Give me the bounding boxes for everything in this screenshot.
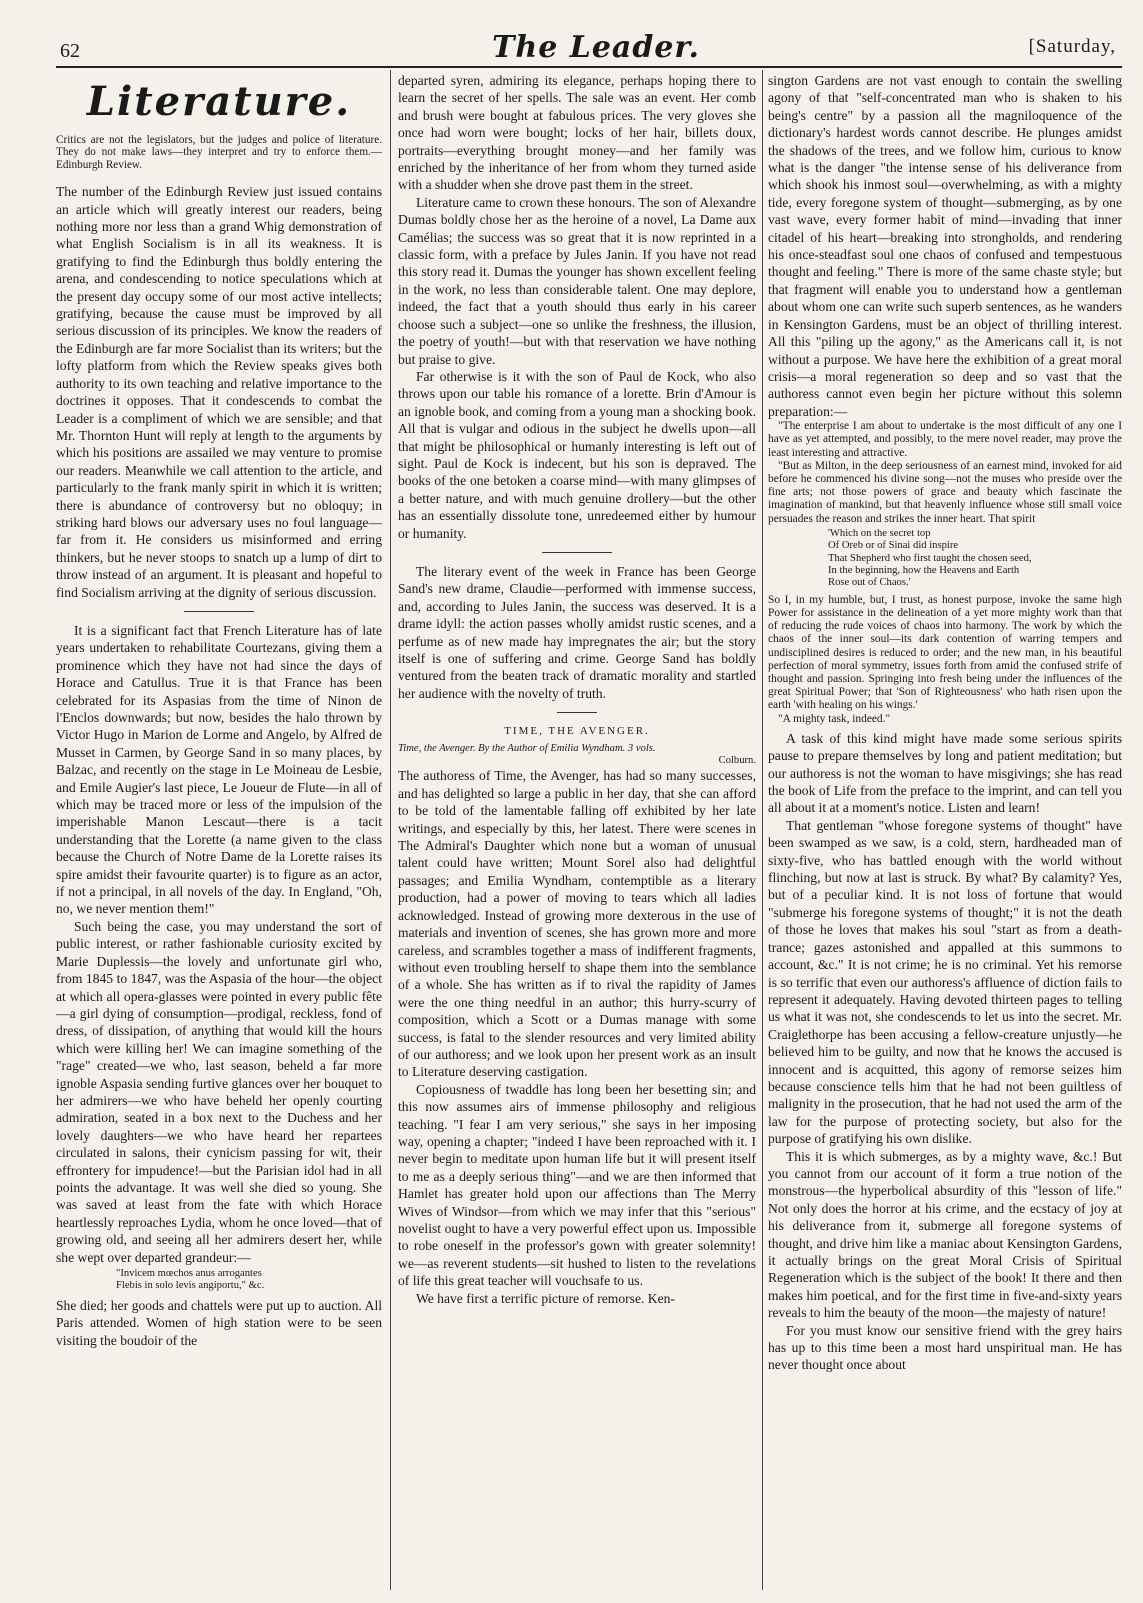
article-paragraph: Copiousness of twaddle has long been her besetting sin; and this now assumes airs of immense philosophy and religious teaching. "I fear I am very serious," she says in her imposing way, opening a chapter; "indeed I have been reproached with it. I never begin to meditate upon human life but it will present itself to me as a deeply serious thing"—and we are then informed that Hamlet has greater hold upon our affections than The Merry Wives of Windsor—from which we may infer that this "serious" novelist ought to have a very powerful effect upon us. Impossible to robe oneself in the professor's gown with greater solemnity! we—as reverent students—sit hushed to listen to the revelations of life this great teacher will vouchsafe to us. <box>398 1081 756 1289</box>
article-paragraph: It is a significant fact that French Literature has of late years undertaken to rehabilitate Courtezans, giving them a prominence which they have not had since the days of Horace and Catullus. True it is that France has been celebrated for its Aspasias from the time of Ninon de l'Enclos downwards; but now, besides the halo thrown by Victor Hugo in Marion de Lorme and Angelo, by Alfred de Musset in Carmen, by George Sand in so many places, by Balzac, and recently on the stage in Le Moineau de Lesbie, and Emile Augier's last piece, Le Joueur de Flute—in all of which may be traced more or less of the impulsion of the imperishable Manon Lescaut—there is a tacit understanding that the Lorette (a name given to the class because the Church of Notre Dame de la Lorette raises its spire amidst their favourite quarter) is to figure as an actor, if not a principal, in all novels of the day. In England, "Oh, no, we never mention them!" <box>56 622 382 917</box>
article-paragraph: For you must know our sensitive friend with the grey hairs has up to this time been a most hard unspiritual man. He has never thought once about <box>768 1322 1122 1373</box>
verse-line: In the beginning, how the Heavens and Earth <box>828 564 1020 576</box>
column-divider-1 <box>390 70 391 1590</box>
verse-line: 'Which on the secret top <box>828 527 931 539</box>
quoted-paragraph: "But as Milton, in the deep seriousness of an earnest mind, invoked for aid before he commenced his divine song—not the muses who preside over the fine arts; not those powers of grace and beauty which fascinate the imagination of mankind, but that heavenly influence whose still small voice persuades the reason and strikes the inner heart. That spirit <box>768 459 1122 525</box>
separator-rule <box>184 611 254 612</box>
article-paragraph: That gentleman "whose foregone systems of thought" have been swamped as we saw, is a cold, stern, hardheaded man of sixty-five, who has battled enough with the world without flinching, but now at last is struck. By what? By calamity? Yes, but of a peculiar kind. It is not loss of fortune that would "submerge his foregone systems of thought;" it is not the death of those he loves that makes his soul "start as from a death-trance; gazes astonished and appalled at this summons to account, &c." It is not crime; he is no criminal. Yet his remorse is so terrific that even our authoress's affluence of diction fails to represent it adequately. Having devoted thirteen pages to telling us what it was not, she condescends to let us into the secret. Mr. Craiglethorpe has been accusing a fellow-creature unjustly—he believed him to be guilty, and now that he knows the accused is innocent and is acquitted, this agony of remorse seizes him because conscience tells him that he had not been guiltless of malignity in the prosecution, that he had not used the arm of the law for the purpose of protecting society, but also for the purpose of gratifying his own dislike. <box>768 817 1122 1147</box>
article-paragraph: The number of the Edinburgh Review just issued contains an article which will greatly interest our readers, being nothing more nor less than a grand Whig demonstration of what English Socialism is in all its weakness. It is gratifying to find the Edinburgh thus boldly entering the arena, and condescending to notice speculations which at the present day occupy some of our most active intellects; gratifying, because the cause must be improved by all serious discussion of its principles. We know the readers of the Edinburgh are far more Socialist than its writers; but the lofty platform from which the Review speaks gives both authority to its own teaching and relative importance to the doctrines it opposes. That it condescends to combat the Leader is a compliment of which we are sensible; and that Mr. Thornton Hunt will reply at length to the arguments by which his positions are assailed we may venture to promise our readers. Meanwhile we call attention to the article, and particularly to the frank manly spirit in which it is written; there is abundance of controversy but no obloquy; in striking hard blows our adversary uses no foul language—far from it. He considers us misinformed and erring thinkers, but he never stoops to snatch up a lump of dirt to throw instead of an argument. It is pleasant and hopeful to find Socialism arriving at the dignity of serious discussion. <box>56 184 382 600</box>
verse-line: Flebis in solo levis angiportu," &c. <box>116 1280 265 1292</box>
page-header <box>56 26 1116 70</box>
column-1 <box>56 72 382 1592</box>
article-paragraph: This it is which submerges, as by a mighty wave, &c.! But you cannot from our account of it form a true notion of the monstrous—the hyperbolical absurdity of this "lesson of life." Not only does the horror at his crime, and the ecstacy of joy at his deliverance from it, submerge all foregone systems of thought, and drive him like a maniac about Kensington Gardens, it actually brings on the great Moral Crisis of Spiritual Regeneration which is the subject of the book! It there and then makes him poetical, and for the first time in five-and-sixty years reveals to him the beauty of the moon—the majesty of nature! <box>768 1148 1122 1321</box>
verse-line: "Invicem mœchos anus arrogantes <box>116 1268 262 1279</box>
quoted-paragraph: So I, in my humble, but, I trust, as honest purpose, invoke the same high Power for assistance in the delineation of a yet more mighty work than that of reducing the rude voices of chaos into harmony. The work by which the chaos of the inner soul—its dark contention of warring tempers and undisciplined desires is reduced to order; and the new man, in his beautiful perfection of moral symmetry, issues forth from amid the confused strife of thought and passion. Springing into fresh being under the influences of the great Spiritual Power; that 'Son of Righteousness' who hath risen upon the earth 'with healing on his wings.' <box>768 593 1122 712</box>
section-motto: Critics are not the legislators, but the judges and police of literature. They do not make laws—they interpret and try to enforce them.—Edinburgh Review. <box>56 134 382 171</box>
issue-day: [Saturday, <box>1028 36 1116 57</box>
header-rule <box>56 66 1122 68</box>
review-citation <box>398 743 756 768</box>
review-citation-text: Time, the Avenger. By the Author of Emilia Wyndham. 3 vols. <box>398 742 656 754</box>
article-paragraph: A task of this kind might have made some serious spirits pause to prepare themselves by long and patient meditation; but our authoress is not the woman to have misgivings; she has read the book of Life from the preface to the imprint, and can tell you all about it at a moment's notice. Listen and learn! <box>768 730 1122 816</box>
verse-line: Of Oreb or of Sinai did inspire <box>828 540 959 552</box>
article-paragraph: Such being the case, you may understand the sort of public interest, or rather fashionable curiosity excited by Marie Duplessis—the lovely and unfortunate girl who, from 1845 to 1847, was the Aspasia of the hour—the object at which all opera-glasses were pointed in every public fête—a girl dying of consumption—prodigal, reckless, fond of dress, of dissipation, of anything that would kill the hours which were killing her! We can imagine something of the "rage" created—we who, last season, beheld a far more ignoble Aspasia sending furtive glances over her bouquet to her admirers—we who have beheld her openly courting admiration, seated in a box next to the Duchess and her lovely daughters—we who have heard her repartees circulated in salons, their cynicism passing for wit, their effrontery for impudence!—but the Parisian idol had in all points the advantage. It was well she died so young. She was saved at least from the fate with which Horace heartlessly reproaches Lydia, whom he once loved—that of growing old, and seeing all her admirers desert her, while she wept over departed grandeur:— <box>56 918 382 1265</box>
separator-rule <box>542 552 612 553</box>
quoted-paragraph: "The enterprise I am about to undertake is the most difficult of any one I have as yet attempted, and possibly, to the mere novel reader, may prove the least interesting and attractive. <box>768 420 1122 459</box>
article-paragraph: departed syren, admiring its elegance, perhaps hoping there to learn the secret of her spells. The sale was an event. Her comb and brush were bought at fabulous prices. The very gloves she once had worn were bought; locks of her hair, billets doux, portraits—everything brought money—and her family was enriched by the inheritance of her from whom they turned aside with a shudder when she drove past them in the street. <box>398 73 756 193</box>
article-paragraph: The literary event of the week in France has been George Sand's new drame, Claudie—performed with immense success, and, according to Jules Janin, the success was deserved. It is a drame idyll: the action passes wholly amidst rustic scenes, and a perfume as of new made hay impregnates the air; but the story itself is one of suffering and crime. George Sand has boldly ventured from the beaten track of dramatic morality and startled her audience with the novelty of truth. <box>398 563 756 701</box>
article-paragraph: She died; her goods and chattels were put up to auction. All Paris attended. Women of high station were to be seen visiting the boudoir of the <box>56 1297 382 1348</box>
article-paragraph: The authoress of Time, the Avenger, has had so many successes, and has delighted so large a public in her day, that she can afford to be told of the lamentable falling off exhibited by her late writings, and especially by this, her latest. There were scenes in The Admiral's Daughter which none but a woman of unusual talent could have written; Mount Sorel also had delightful passages; and Emilia Wyndham, contemptible as a literary production, had a power of moving to tears which all ladies acknowledged. Instead of growing more dexterous in the use of materials and invention of scenes, she has grown more and more careless, and scrambles together a mass of indifferent fragments, without even troubling herself to shape them into the semblance of a whole. She has written as if to rival the rapidity of James were the one thing needful in an author; this hurry-scurry of composition, which a Scott or a Dumas manage with some success, is fatal to the slender resources and very limited ability of our authoress; and we look upon her present work as an insult to Literature deserving castigation. <box>398 768 756 1080</box>
column-divider-2 <box>762 70 763 1590</box>
review-title: TIME, THE AVENGER. <box>504 725 650 738</box>
column-2 <box>398 72 756 1592</box>
verse-line: Rose out of Chaos.' <box>828 577 911 589</box>
article-paragraph: Far otherwise is it with the son of Paul de Kock, who also throws upon our table his romance of a lorette. Brin d'Amour is an ignoble book, and coming from a young man a shocking book. All that is vulgar and odious in the subject he dwells upon—all that might be philosophical or humanly interesting is left out of sight. Paul de Kock is indecent, but his son is depraved. The books of the one betoken a coarse mind—with many glimpses of a better nature, and with much genuine drollery—but the other has an essentially dissolute tone, unredeemed either by humour or humanity. <box>398 368 756 541</box>
article-paragraph: sington Gardens are not vast enough to contain the swelling agony of that "self-concentrated man who is shaken to his being's centre" by a passion all the magniloquence of the dictionary's hardest words cannot describe. He plunges amidst the shadows of the trees, and we follow him, curious to know what is the danger "the intense sense of his deliverance from which shook his inmost soul—overwhelming, as with a mighty tide, every foregone system of thought—submerging, as by one vast wave, every former habit of mind—invading that inner citadel of his heart—breaking into strongholds, and rendering his once-steadfast soul one chaos of confused and tempestuous thought and feeling." There is more of the same chaste style; but that fragment will enable you to understand how a gentleman about whom one can write such superb sentences, as he wanders in Kensington Gardens, must be an object of thrilling interest. All this "piling up the agony," as the Americans call it, is not without a purpose. We have here the exhibition of a great moral crisis—a moral regeneration so deep and so vast that the authoress cannot even begin her picture without this solemn preparation:— <box>768 73 1122 419</box>
column-3 <box>768 72 1122 1592</box>
review-publisher: Colburn. <box>718 755 756 767</box>
quoted-paragraph: "A mighty task, indeed." <box>778 712 891 725</box>
verse-line: That Shepherd who first taught the chosen seed, <box>828 552 1032 564</box>
masthead: The Leader. <box>492 30 700 65</box>
separator-rule <box>557 712 597 713</box>
article-paragraph: We have first a terrific picture of remorse. Ken- <box>416 1290 675 1306</box>
article-paragraph: Literature came to crown these honours. The son of Alexandre Dumas boldly chose her as the heroine of a novel, La Dame aux Camélias; the success was so great that it is now reprinted in a classic form, with a preface by Jules Janin. If you have not read this story read it. Dumas the younger has shown excellent feeling in the work, no less than considerable talent. One may deplore, indeed, the fact that a youth should thus early in his career choose such a subject—one so unlike the freshness, the illusion, the poetry of youth!—but with that reservation we have nothing but praise to give. <box>398 194 756 367</box>
section-title: Literature. <box>86 78 352 125</box>
page-number: 62 <box>60 40 80 62</box>
